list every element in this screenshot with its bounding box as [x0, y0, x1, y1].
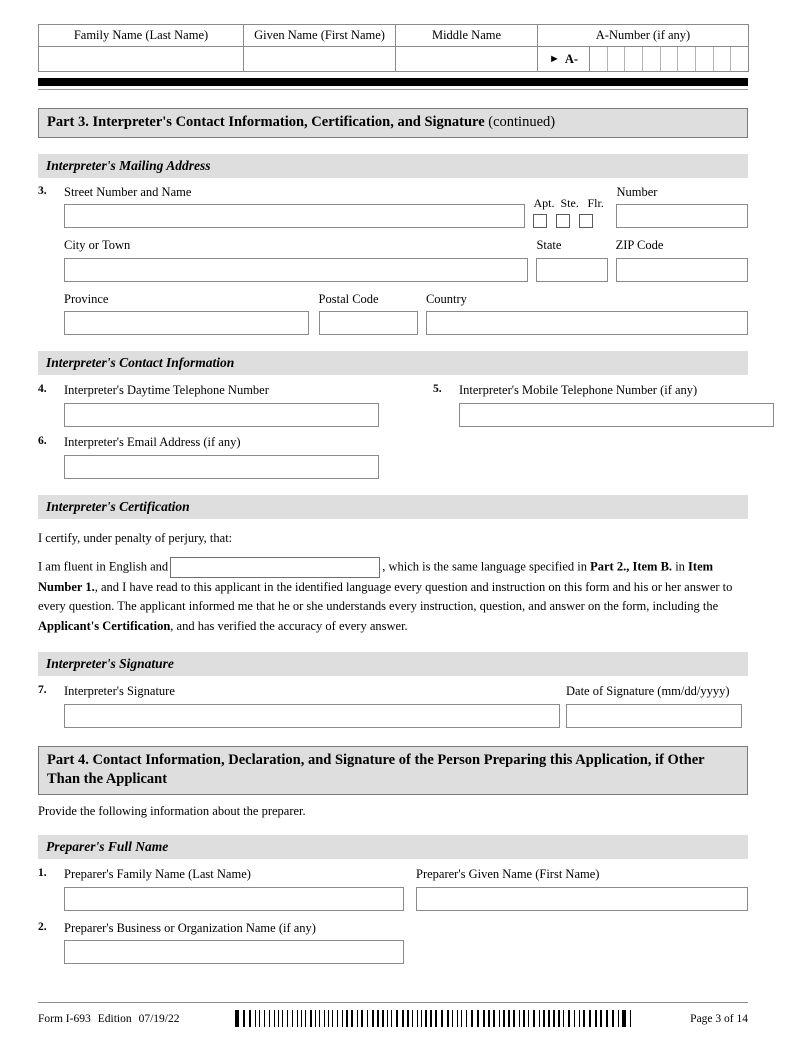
a-number-digit[interactable] [678, 47, 696, 71]
certification-text-block [38, 529, 748, 637]
country-field-group [426, 292, 748, 336]
city-state-zip-row [38, 238, 748, 282]
signature-input[interactable] [64, 704, 560, 728]
item-number-6: 6. [38, 435, 47, 448]
date-of-signature-input[interactable] [566, 704, 742, 728]
certification-bold-applicants-certification: Applicant's Certification [38, 618, 171, 633]
preparer-business-label: Preparer's Business or Organization Name (if any) [64, 920, 316, 935]
a-number-prefix [538, 47, 590, 71]
mobile-phone-input[interactable] [459, 403, 774, 427]
section-divider [38, 78, 748, 90]
divider-thick-bar [38, 78, 748, 86]
a-number-prefix-label: A- [564, 51, 579, 66]
street-field-group [64, 185, 525, 229]
a-number-cell [538, 47, 749, 72]
part3-continued-label: (continued) [488, 114, 556, 130]
telephone-row [38, 383, 748, 427]
street-input[interactable] [64, 204, 525, 228]
certification-clause-pre: I am fluent in English and [38, 559, 169, 574]
mobile-phone-group [433, 383, 748, 427]
unit-number-label: Number [616, 184, 658, 199]
form-page [0, 24, 803, 1048]
preparer-given-name-input[interactable] [416, 887, 748, 911]
email-row [38, 435, 748, 479]
city-label: City or Town [64, 238, 131, 253]
section-header-signature: Interpreter's Signature [38, 652, 748, 676]
certification-bold-itemb: , Item B. [626, 559, 673, 574]
middle-name-input[interactable] [396, 47, 538, 72]
apt-ste-flr-group [533, 196, 610, 228]
city-field-group [64, 238, 528, 282]
column-header-given-name: Given Name (First Name) [244, 25, 396, 47]
section-header-mailing-address: Interpreter's Mailing Address [38, 154, 748, 178]
mobile-phone-label: Interpreter's Mobile Telephone Number (if any) [459, 383, 698, 398]
certification-intro: I certify, under penalty of perjury, that: [38, 530, 233, 545]
city-input[interactable] [64, 258, 528, 282]
certification-language-input[interactable] [170, 557, 380, 578]
table-value-row [39, 47, 749, 72]
daytime-phone-group [38, 383, 433, 427]
footer-edition-label: Edition [97, 1012, 132, 1025]
footer-page-number: Page 3 of 14 [690, 1012, 748, 1025]
certification-clause-line2-pre: in [675, 559, 689, 574]
preparer-name-row [38, 867, 748, 911]
a-number-digit[interactable] [625, 47, 643, 71]
item-number-3: 3. [38, 184, 47, 197]
preparer-family-name-label: Preparer's Family Name (Last Name) [64, 866, 251, 881]
divider-thin-line [38, 89, 748, 90]
column-header-family-name: Family Name (Last Name) [39, 25, 244, 47]
a-number-digit[interactable] [608, 47, 626, 71]
state-input[interactable] [536, 258, 607, 282]
apt-label: Apt. [533, 196, 555, 211]
certification-clause-end: , and has verified the accuracy of every answer. [170, 618, 408, 633]
street-label: Street Number and Name [64, 184, 192, 199]
email-label: Interpreter's Email Address (if any) [64, 435, 241, 450]
unit-number-input[interactable] [616, 204, 748, 228]
state-label: State [536, 238, 562, 253]
footer-form-info [38, 1013, 179, 1025]
signature-label: Interpreter's Signature [64, 684, 175, 699]
given-name-input[interactable] [244, 47, 396, 72]
item-number-7: 7. [38, 684, 47, 697]
email-group [38, 435, 433, 479]
signature-row [38, 684, 748, 728]
province-field-group [64, 292, 309, 336]
section-header-contact-information: Interpreter's Contact Information [38, 351, 748, 375]
barcode [235, 1010, 635, 1027]
zip-label: ZIP Code [615, 238, 664, 253]
state-field-group [536, 238, 607, 282]
a-number-digit-boxes[interactable] [590, 47, 748, 71]
postal-code-label: Postal Code [318, 291, 379, 306]
certification-bold-item-number-1: Item Number 1. [38, 559, 714, 595]
certification-clause-mid: , which is the same language specified in [382, 559, 591, 574]
signature-group [38, 684, 560, 728]
flr-checkbox[interactable] [579, 214, 593, 228]
street-address-row [38, 185, 748, 229]
a-number-digit[interactable] [661, 47, 679, 71]
family-name-input[interactable] [39, 47, 244, 72]
preparer-family-name-group [38, 867, 416, 911]
a-number-digit[interactable] [696, 47, 714, 71]
certification-bold-part2: Part 2. [590, 559, 627, 574]
footer-edition-date: 07/19/22 [138, 1012, 180, 1025]
column-header-a-number: A-Number (if any) [538, 25, 749, 47]
triangle-pointer-icon: ► [548, 52, 560, 65]
part4-header: Part 4. Contact Information, Declaration, and Signature of the Person Preparing this Application, if Other Than the Applicant [38, 746, 748, 795]
part3-title: Part 3. Interpreter's Contact Information, Certification, and Signature [47, 114, 485, 130]
daytime-phone-input[interactable] [64, 403, 379, 427]
item-number-4: 4. [38, 383, 47, 396]
postal-code-field-group [319, 292, 418, 336]
apt-checkbox[interactable] [533, 214, 547, 228]
unit-number-group [616, 185, 748, 229]
certification-clause-line2-post: , and I have read to this applicant in the identified language every question and instruction on this form and his or her answer to every question. The applicant informed me that he or she understands every instruction, question, and answer on the form, including the [38, 580, 733, 614]
preparer-given-name-label: Preparer's Given Name (First Name) [416, 866, 600, 881]
a-number-digit[interactable] [643, 47, 661, 71]
footer-rule [38, 1002, 748, 1003]
preparer-business-row [38, 921, 748, 965]
part3-header [38, 108, 748, 138]
province-postal-country-row [38, 292, 748, 336]
footer-form-label: Form I-693 [38, 1012, 91, 1025]
daytime-phone-label: Interpreter's Daytime Telephone Number [64, 383, 269, 398]
preparer-business-input[interactable] [64, 940, 404, 964]
zip-field-group [616, 238, 748, 282]
column-header-middle-name: Middle Name [396, 25, 538, 47]
province-label: Province [64, 291, 109, 306]
table-header-row [39, 25, 749, 47]
country-input[interactable] [426, 311, 748, 335]
province-input[interactable] [64, 311, 309, 335]
applicant-name-table [38, 24, 749, 72]
item-number-2: 2. [38, 920, 47, 933]
section-header-preparer-full-name: Preparer's Full Name [38, 835, 748, 859]
postal-code-input[interactable] [319, 311, 418, 335]
preparer-family-name-input[interactable] [64, 887, 404, 911]
certification-paragraph [38, 557, 748, 636]
country-label: Country [425, 291, 467, 306]
section-header-certification: Interpreter's Certification [38, 495, 748, 519]
ste-label: Ste. [560, 196, 579, 211]
ste-checkbox[interactable] [556, 214, 570, 228]
date-of-signature-label: Date of Signature (mm/dd/yyyy) [566, 684, 730, 699]
item-number-1: 1. [38, 866, 47, 879]
zip-input[interactable] [616, 258, 748, 282]
a-number-digit[interactable] [731, 47, 748, 71]
flr-label: Flr. [587, 196, 604, 211]
date-of-signature-group [566, 684, 748, 728]
preparer-given-name-group [416, 867, 748, 911]
item-number-5: 5. [433, 383, 442, 396]
page-footer [38, 1002, 748, 1027]
a-number-digit[interactable] [590, 47, 608, 71]
part4-instruction: Provide the following information about the preparer. [38, 803, 306, 818]
a-number-digit[interactable] [714, 47, 732, 71]
email-input[interactable] [64, 455, 379, 479]
